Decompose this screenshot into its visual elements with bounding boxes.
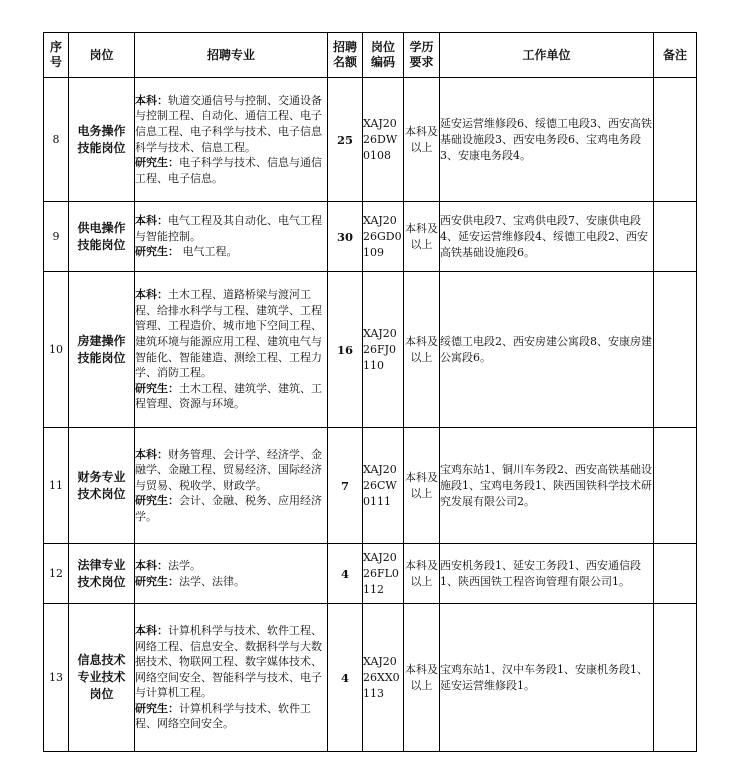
row-education: 本科及以上 xyxy=(404,604,440,752)
row-code: XAJ2026XX0113 xyxy=(363,604,404,752)
undergrad-label: 本科： xyxy=(135,447,168,461)
row-count: 30 xyxy=(328,202,363,272)
row-count: 4 xyxy=(328,604,363,752)
undergrad-majors: 电气工程及其自动化、电气工程与智能控制。 xyxy=(135,214,322,243)
row-seq: 9 xyxy=(44,202,69,272)
grad-label: 研究生： xyxy=(135,245,179,259)
row-count: 7 xyxy=(328,428,363,544)
row-count: 16 xyxy=(328,272,363,428)
row-major xyxy=(135,202,328,272)
row-major xyxy=(135,544,328,604)
header-count: 招聘名额 xyxy=(328,33,363,78)
table-row xyxy=(44,202,697,272)
grad-majors: 计算机科学与技术、软件工程、网络空间安全。 xyxy=(135,701,311,731)
row-unit: 西安机务段1、延安工务段1、西安通信段1、陕西国铁工程咨询管理有限公司1。 xyxy=(440,544,654,604)
row-note xyxy=(654,202,697,272)
row-major xyxy=(135,78,328,202)
grad-label: 研究生： xyxy=(135,381,179,395)
row-education: 本科及以上 xyxy=(404,272,440,428)
grad-majors: 法学、法律。 xyxy=(179,574,245,588)
undergrad-majors: 轨道交通信号与控制、交通设备与控制工程、自动化、通信工程、电子信息工程、电子科学与技术、电子信息科学与技术、信息工程。 xyxy=(135,93,322,154)
row-note xyxy=(654,544,697,604)
row-note xyxy=(654,428,697,544)
row-unit: 宝鸡东站1、汉中车务段1、安康机务段1、延安运营维修段1。 xyxy=(440,604,654,752)
header-education: 学历要求 xyxy=(404,33,440,78)
row-education: 本科及以上 xyxy=(404,544,440,604)
row-code: XAJ2026CW0111 xyxy=(363,428,404,544)
row-position: 财务专业技术岗位 xyxy=(69,428,135,544)
row-code: XAJ2026DW0108 xyxy=(363,78,404,202)
row-unit: 延安运营维修段6、绥德工电段3、西安高铁基础设施段3、西安电务段6、宝鸡电务段3、安康电务段4。 xyxy=(440,78,654,202)
grad-label: 研究生： xyxy=(135,574,179,588)
header-seq: 序号 xyxy=(44,33,69,78)
row-education: 本科及以上 xyxy=(404,78,440,202)
row-code: XAJ2026FL0112 xyxy=(363,544,404,604)
grad-label: 研究生： xyxy=(135,494,179,508)
grad-majors: 电子科学与技术、信息与通信工程、电子信息。 xyxy=(135,156,322,185)
grad-label: 研究生： xyxy=(135,701,179,715)
row-major xyxy=(135,604,328,752)
row-position: 供电操作技能岗位 xyxy=(69,202,135,272)
row-major xyxy=(135,272,328,428)
header-note: 备注 xyxy=(654,33,697,78)
undergrad-label: 本科： xyxy=(135,288,168,302)
grad-label: 研究生： xyxy=(135,156,179,170)
row-unit: 绥德工电段2、西安房建公寓段8、安康房建公寓段6。 xyxy=(440,272,654,428)
undergrad-label: 本科： xyxy=(135,93,168,107)
row-unit: 宝鸡东站1、铜川车务段2、西安高铁基础设施段1、宝鸡电务段1、陕西国铁科学技术研究发展有限公司2。 xyxy=(440,428,654,544)
header-unit: 工作单位 xyxy=(440,33,654,78)
header-major: 招聘专业 xyxy=(135,33,328,78)
grad-majors: 电气工程。 xyxy=(179,245,238,259)
row-note xyxy=(654,78,697,202)
row-seq: 10 xyxy=(44,272,69,428)
row-position: 房建操作技能岗位 xyxy=(69,272,135,428)
header-row xyxy=(44,33,697,78)
row-note xyxy=(654,604,697,752)
row-position: 信息技术专业技术岗位 xyxy=(69,604,135,752)
row-seq: 12 xyxy=(44,544,69,604)
undergrad-label: 本科： xyxy=(135,558,168,572)
undergrad-label: 本科： xyxy=(135,214,168,228)
row-seq: 8 xyxy=(44,78,69,202)
table-row xyxy=(44,604,697,752)
row-code: XAJ2026FJ0110 xyxy=(363,272,404,428)
row-count: 25 xyxy=(328,78,363,202)
row-seq: 13 xyxy=(44,604,69,752)
table-row xyxy=(44,272,697,428)
table-row xyxy=(44,78,697,202)
table-row xyxy=(44,544,697,604)
header-position: 岗位 xyxy=(69,33,135,78)
header-code: 岗位编码 xyxy=(363,33,404,78)
row-education: 本科及以上 xyxy=(404,202,440,272)
row-education: 本科及以上 xyxy=(404,428,440,544)
grad-majors: 会计、金融、税务、应用经济学。 xyxy=(135,494,322,523)
undergrad-majors: 土木工程、道路桥梁与渡河工程、给排水科学与工程、建筑学、工程管理、工程造价、城市地下空间工程、建筑环境与能源应用工程、建筑电气与智能化、智能建造、测绘工程、工程力学、消防工程。 xyxy=(135,288,322,380)
undergrad-label: 本科： xyxy=(135,623,168,637)
table-row xyxy=(44,428,697,544)
row-major xyxy=(135,428,328,544)
grad-majors: 土木工程、建筑学、建筑、工程管理、资源与环境。 xyxy=(135,381,322,411)
recruitment-table xyxy=(43,32,697,752)
row-unit: 西安供电段7、宝鸡供电段7、安康供电段4、延安运营维修段4、绥德工电段2、西安高铁基础设施段6。 xyxy=(440,202,654,272)
row-seq: 11 xyxy=(44,428,69,544)
row-code: XAJ2026GD0109 xyxy=(363,202,404,272)
row-position: 电务操作技能岗位 xyxy=(69,78,135,202)
undergrad-majors: 财务管理、会计学、经济学、金融学、金融工程、贸易经济、国际经济与贸易、税收学、财政学。 xyxy=(135,447,322,492)
undergrad-majors: 计算机科学与技术、软件工程、网络工程、信息安全、数据科学与大数据技术、物联网工程、数字媒体技术、网络空间安全、智能科学与技术、电子与计算机工程。 xyxy=(135,623,322,700)
row-count: 4 xyxy=(328,544,363,604)
row-position: 法律专业技术岗位 xyxy=(69,544,135,604)
undergrad-majors: 法学。 xyxy=(168,558,201,572)
row-note xyxy=(654,272,697,428)
